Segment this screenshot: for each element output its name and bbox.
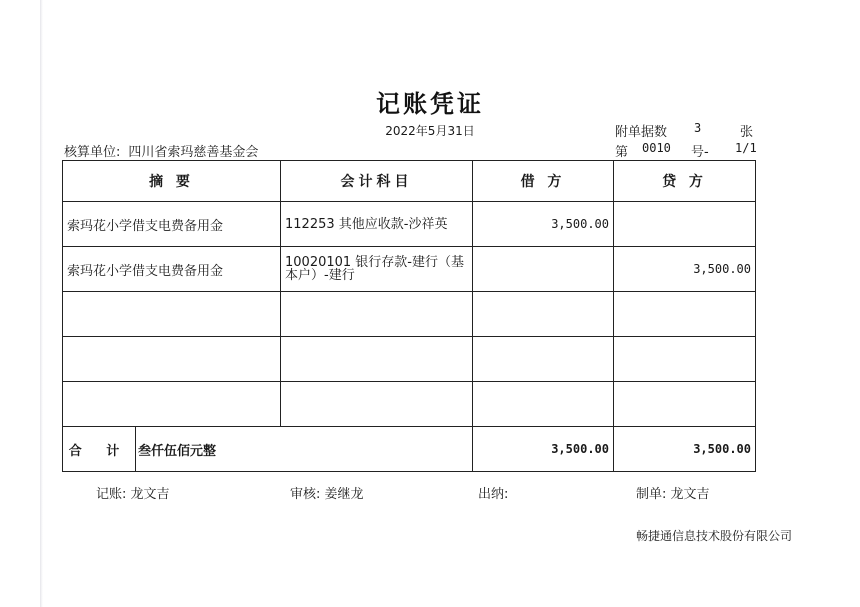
row-credit bbox=[614, 337, 756, 382]
attachments-label: 附单据数 bbox=[615, 125, 668, 140]
row-summary bbox=[63, 337, 281, 382]
table-row bbox=[63, 247, 756, 292]
footer-preparer bbox=[636, 483, 710, 502]
attachments-suffix: 张 bbox=[740, 125, 754, 140]
table-row bbox=[63, 337, 756, 382]
total-row bbox=[63, 427, 756, 472]
row-account: 112253 其他应收款-沙祥英 bbox=[281, 202, 473, 247]
cashier-label: 出纳: bbox=[478, 487, 509, 502]
preparer-name: 龙文吉 bbox=[670, 487, 710, 502]
row-account bbox=[281, 337, 473, 382]
voucher-no-label: 第 bbox=[615, 145, 629, 160]
header-debit: 借 方 bbox=[473, 161, 614, 202]
reviewer-name: 姜继龙 bbox=[324, 487, 364, 502]
row-credit bbox=[614, 292, 756, 337]
accounting-unit-value: 四川省索玛慈善基金会 bbox=[128, 145, 259, 160]
row-account bbox=[281, 292, 473, 337]
row-credit: 3,500.00 bbox=[614, 247, 756, 292]
row-debit bbox=[473, 292, 614, 337]
row-summary: 索玛花小学借支电费备用金 bbox=[63, 247, 281, 292]
footer-reviewer bbox=[290, 483, 364, 502]
row-summary: 索玛花小学借支电费备用金 bbox=[63, 202, 281, 247]
footer-cashier bbox=[478, 483, 508, 502]
voucher-table bbox=[62, 160, 756, 472]
bookkeeper-label: 记账: bbox=[96, 487, 127, 502]
reviewer-label: 审核: bbox=[290, 487, 321, 502]
row-debit bbox=[473, 337, 614, 382]
bookkeeper-name: 龙文吉 bbox=[130, 487, 170, 502]
row-account: 10020101 银行存款-建行（基本户）-建行 bbox=[281, 247, 473, 292]
voucher-title: 记账凭证 bbox=[376, 90, 484, 118]
accounting-unit bbox=[64, 141, 258, 160]
software-company: 畅捷通信息技术股份有限公司 bbox=[635, 529, 792, 543]
total-label: 合 计 bbox=[63, 427, 136, 471]
footer-bookkeeper bbox=[96, 483, 170, 502]
voucher-page: 1/1 bbox=[735, 141, 757, 155]
voucher-no-number: 0010 bbox=[642, 141, 671, 155]
total-amount-words: 叁仟伍佰元整 bbox=[138, 443, 217, 459]
total-credit: 3,500.00 bbox=[614, 427, 756, 472]
row-summary bbox=[63, 382, 281, 427]
table-row bbox=[63, 382, 756, 427]
row-account bbox=[281, 382, 473, 427]
total-debit: 3,500.00 bbox=[473, 427, 614, 472]
header-row bbox=[63, 161, 756, 202]
row-credit bbox=[614, 382, 756, 427]
table-row bbox=[63, 292, 756, 337]
total-cell bbox=[63, 427, 473, 472]
row-credit bbox=[614, 202, 756, 247]
header-credit: 贷 方 bbox=[614, 161, 756, 202]
voucher-date: 2022年5月31日 bbox=[385, 124, 475, 138]
row-debit bbox=[473, 247, 614, 292]
row-debit: 3,500.00 bbox=[473, 202, 614, 247]
voucher-no-suffix: 号- bbox=[691, 145, 709, 160]
header-account: 会计科目 bbox=[281, 161, 473, 202]
accounting-unit-label: 核算单位: bbox=[64, 145, 121, 160]
row-summary bbox=[63, 292, 281, 337]
table-row bbox=[63, 202, 756, 247]
row-debit bbox=[473, 382, 614, 427]
preparer-label: 制单: bbox=[636, 487, 667, 502]
attachments-count: 3 bbox=[694, 121, 702, 135]
header-summary: 摘 要 bbox=[63, 161, 281, 202]
